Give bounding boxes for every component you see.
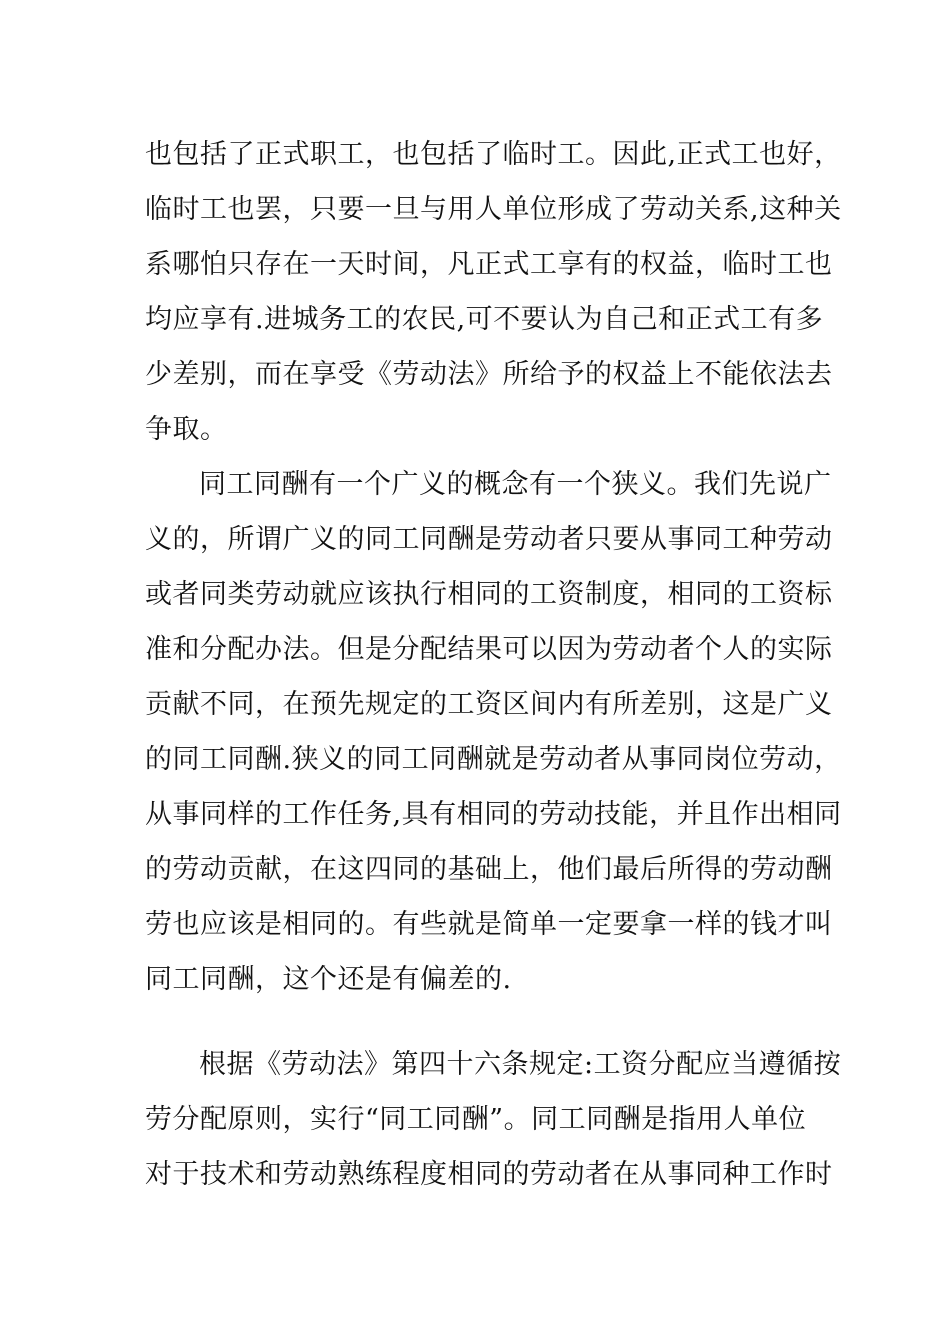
text-line: 劳也应该是相同的。有些就是简单一定要拿一样的钱才叫 xyxy=(145,909,833,940)
text-line: 或者同类劳动就应该执行相同的工资制度，相同的工资标 xyxy=(145,579,833,610)
text-line: 临时工也罢，只要一旦与用人单位形成了劳动关系,这种关 xyxy=(145,194,842,225)
text-line: 贡献不同，在预先规定的工资区间内有所差别，这是广义 xyxy=(145,689,833,720)
text-line: 的劳动贡献，在这四同的基础上，他们最后所得的劳动酬 xyxy=(145,854,833,885)
text-line: 也包括了正式职工，也包括了临时工。因此,正式工也好， xyxy=(145,139,842,170)
text-line: 根据《劳动法》第四十六条规定:工资分配应当遵循按 xyxy=(199,1049,842,1080)
text-line: 准和分配办法。但是分配结果可以因为劳动者个人的实际 xyxy=(145,634,833,665)
text-line: 争取。 xyxy=(145,414,228,445)
text-line: 的同工同酬.狭义的同工同酬就是劳动者从事同岗位劳动， xyxy=(145,744,842,775)
text-line: 均应享有.进城务工的农民,可不要认为自己和正式工有多 xyxy=(145,304,824,335)
text-line: 对于技术和劳动熟练程度相同的劳动者在从事同种工作时 xyxy=(145,1159,833,1190)
text-line: 同工同酬，这个还是有偏差的. xyxy=(145,964,512,995)
text-line: 义的，所谓广义的同工同酬是劳动者只要从事同工种劳动 xyxy=(145,524,833,555)
text-line: 从事同样的工作任务,具有相同的劳动技能，并且作出相同 xyxy=(145,799,842,830)
text-line: 系哪怕只存在一天时间，凡正式工享有的权益，临时工也 xyxy=(145,249,833,280)
text-line: 少差别，而在享受《劳动法》所给予的权益上不能依法去 xyxy=(145,359,833,390)
text-line: 劳分配原则，实行“同工同酬”。同工同酬是指用人单位 xyxy=(145,1104,807,1135)
text-line: 同工同酬有一个广义的概念有一个狭义。我们先说广 xyxy=(199,469,832,500)
